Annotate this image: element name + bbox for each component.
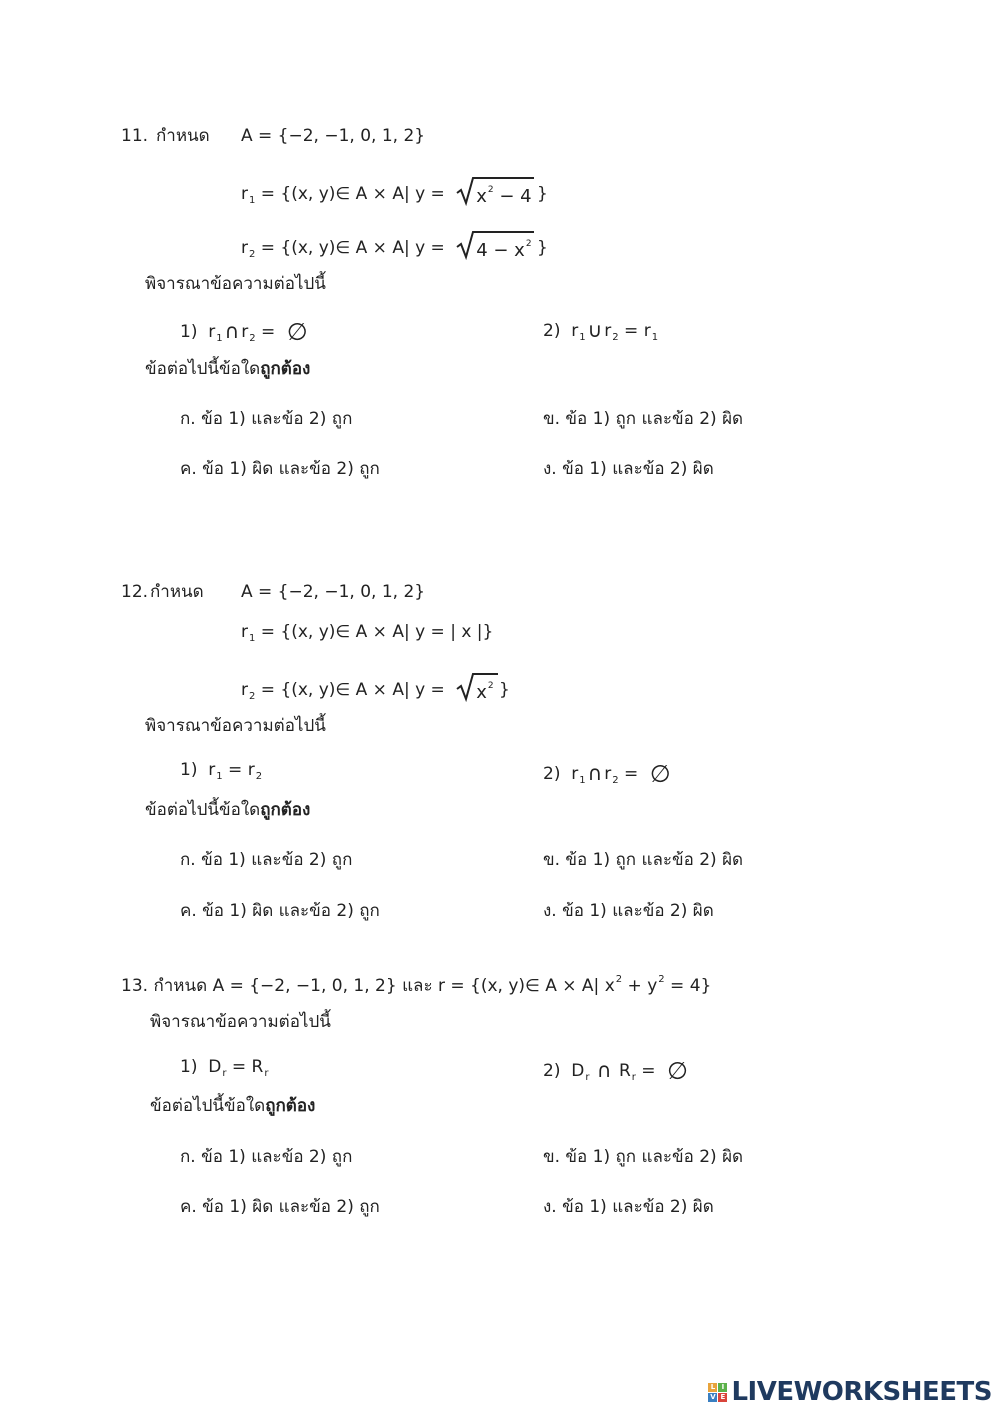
q13-statement-1: 1) $D_r = R_r$ xyxy=(180,1057,269,1079)
q12-choice-c[interactable]: ค. ข้อ 1) ผิด และข้อ 2) ถูก xyxy=(180,901,380,921)
q13-choice-a[interactable]: ก. ข้อ 1) และข้อ 2) ถูก xyxy=(180,1147,353,1167)
empty-set-symbol: ∅ xyxy=(286,318,308,346)
q11-choice-b[interactable]: ข. ข้อ 1) ถูก และข้อ 2) ผิด xyxy=(543,409,744,429)
q13-statement-2: 2) $D_r$ ∩ $R_r$ = ∅ xyxy=(543,1057,688,1085)
q12-statement-2: 2) $r_1$ ∩ $r_2$ = ∅ xyxy=(543,760,671,788)
q12-given-label: กำหนด xyxy=(150,582,204,602)
q12-number: 12. xyxy=(121,582,149,602)
q13-which-correct: ข้อต่อไปนี้ข้อใดถูกต้อง xyxy=(150,1096,316,1116)
q11-choice-a[interactable]: ก. ข้อ 1) และข้อ 2) ถูก xyxy=(180,409,353,429)
empty-set-symbol: ∅ xyxy=(666,1057,688,1085)
intersection-symbol: ∩ xyxy=(224,319,240,343)
q12-choice-b[interactable]: ข. ข้อ 1) ถูก และข้อ 2) ผิด xyxy=(543,850,744,870)
liveworksheets-logo-icon: L I V E xyxy=(708,1383,727,1402)
liveworksheets-logo xyxy=(708,1377,992,1407)
q12-relation-r2: $r_2 = \{(x$, y)∈ A × A| y = $x^2$ } xyxy=(241,678,510,702)
q11-set-a: A = {−2, −1, 0, 1, 2} xyxy=(241,126,426,146)
sqrt-symbol: $x^2$ xyxy=(456,678,493,702)
q11-given-label: กำหนด xyxy=(156,126,210,146)
q11-number: 11. xyxy=(121,126,149,146)
q13-choice-b[interactable]: ข. ข้อ 1) ถูก และข้อ 2) ผิด xyxy=(543,1147,744,1167)
q11-relation-r2: $r_2 = \{(x$, y)∈ A × A| y = $4 - x^2$ } xyxy=(241,236,548,260)
q11-which-correct: ข้อต่อไปนี้ข้อใดถูกต้อง xyxy=(145,359,311,379)
q12-relation-r1: $r_1 = \{(x$, y)∈ A × A| y = | x |} xyxy=(241,622,494,644)
q12-choice-d[interactable]: ง. ข้อ 1) และข้อ 2) ผิด xyxy=(543,901,714,921)
q12-consider: พิจารณาข้อความต่อไปนี้ xyxy=(145,716,326,736)
sqrt-symbol: $x^2 - 4$ xyxy=(456,182,531,206)
q11-statement-1: 1) $r_1$ ∩ $r_2$ = ∅ xyxy=(180,318,308,346)
q12-choice-a[interactable]: ก. ข้อ 1) และข้อ 2) ถูก xyxy=(180,850,353,870)
q11-consider: พิจารณาข้อความต่อไปนี้ xyxy=(145,274,326,294)
q12-statement-1: 1) $r_1 = r_2$ xyxy=(180,760,263,782)
q13-consider: พิจารณาข้อความต่อไปนี้ xyxy=(150,1012,331,1032)
q11-relation-r1: $r_1 = \{(x$, y)∈ A × A| y = $x^2 - 4$ } xyxy=(241,182,548,206)
liveworksheets-logo-text: LIVEWORKSHEETS xyxy=(731,1377,992,1407)
q13-choice-c[interactable]: ค. ข้อ 1) ผิด และข้อ 2) ถูก xyxy=(180,1197,380,1217)
q12-set-a: A = {−2, −1, 0, 1, 2} xyxy=(241,582,426,602)
q13-stem: 13. กำหนด A = {−2, −1, 0, 1, 2} และ r = {(x, y)∈ A × A| $x^2 + y^2 = 4$} xyxy=(121,974,712,996)
q11-choice-c[interactable]: ค. ข้อ 1) ผิด และข้อ 2) ถูก xyxy=(180,459,380,479)
q12-which-correct: ข้อต่อไปนี้ข้อใดถูกต้อง xyxy=(145,800,311,820)
union-symbol: ∪ xyxy=(587,318,603,342)
intersection-symbol: ∩ xyxy=(587,761,603,785)
sqrt-symbol: $4 - x^2$ xyxy=(456,236,531,260)
q11-choice-d[interactable]: ง. ข้อ 1) และข้อ 2) ผิด xyxy=(543,459,714,479)
empty-set-symbol: ∅ xyxy=(649,760,671,788)
q11-statement-2: 2) $r_1$ ∪ $r_2 = r_1$ xyxy=(543,318,659,343)
intersection-symbol: ∩ xyxy=(596,1058,612,1082)
q13-choice-d[interactable]: ง. ข้อ 1) และข้อ 2) ผิด xyxy=(543,1197,714,1217)
